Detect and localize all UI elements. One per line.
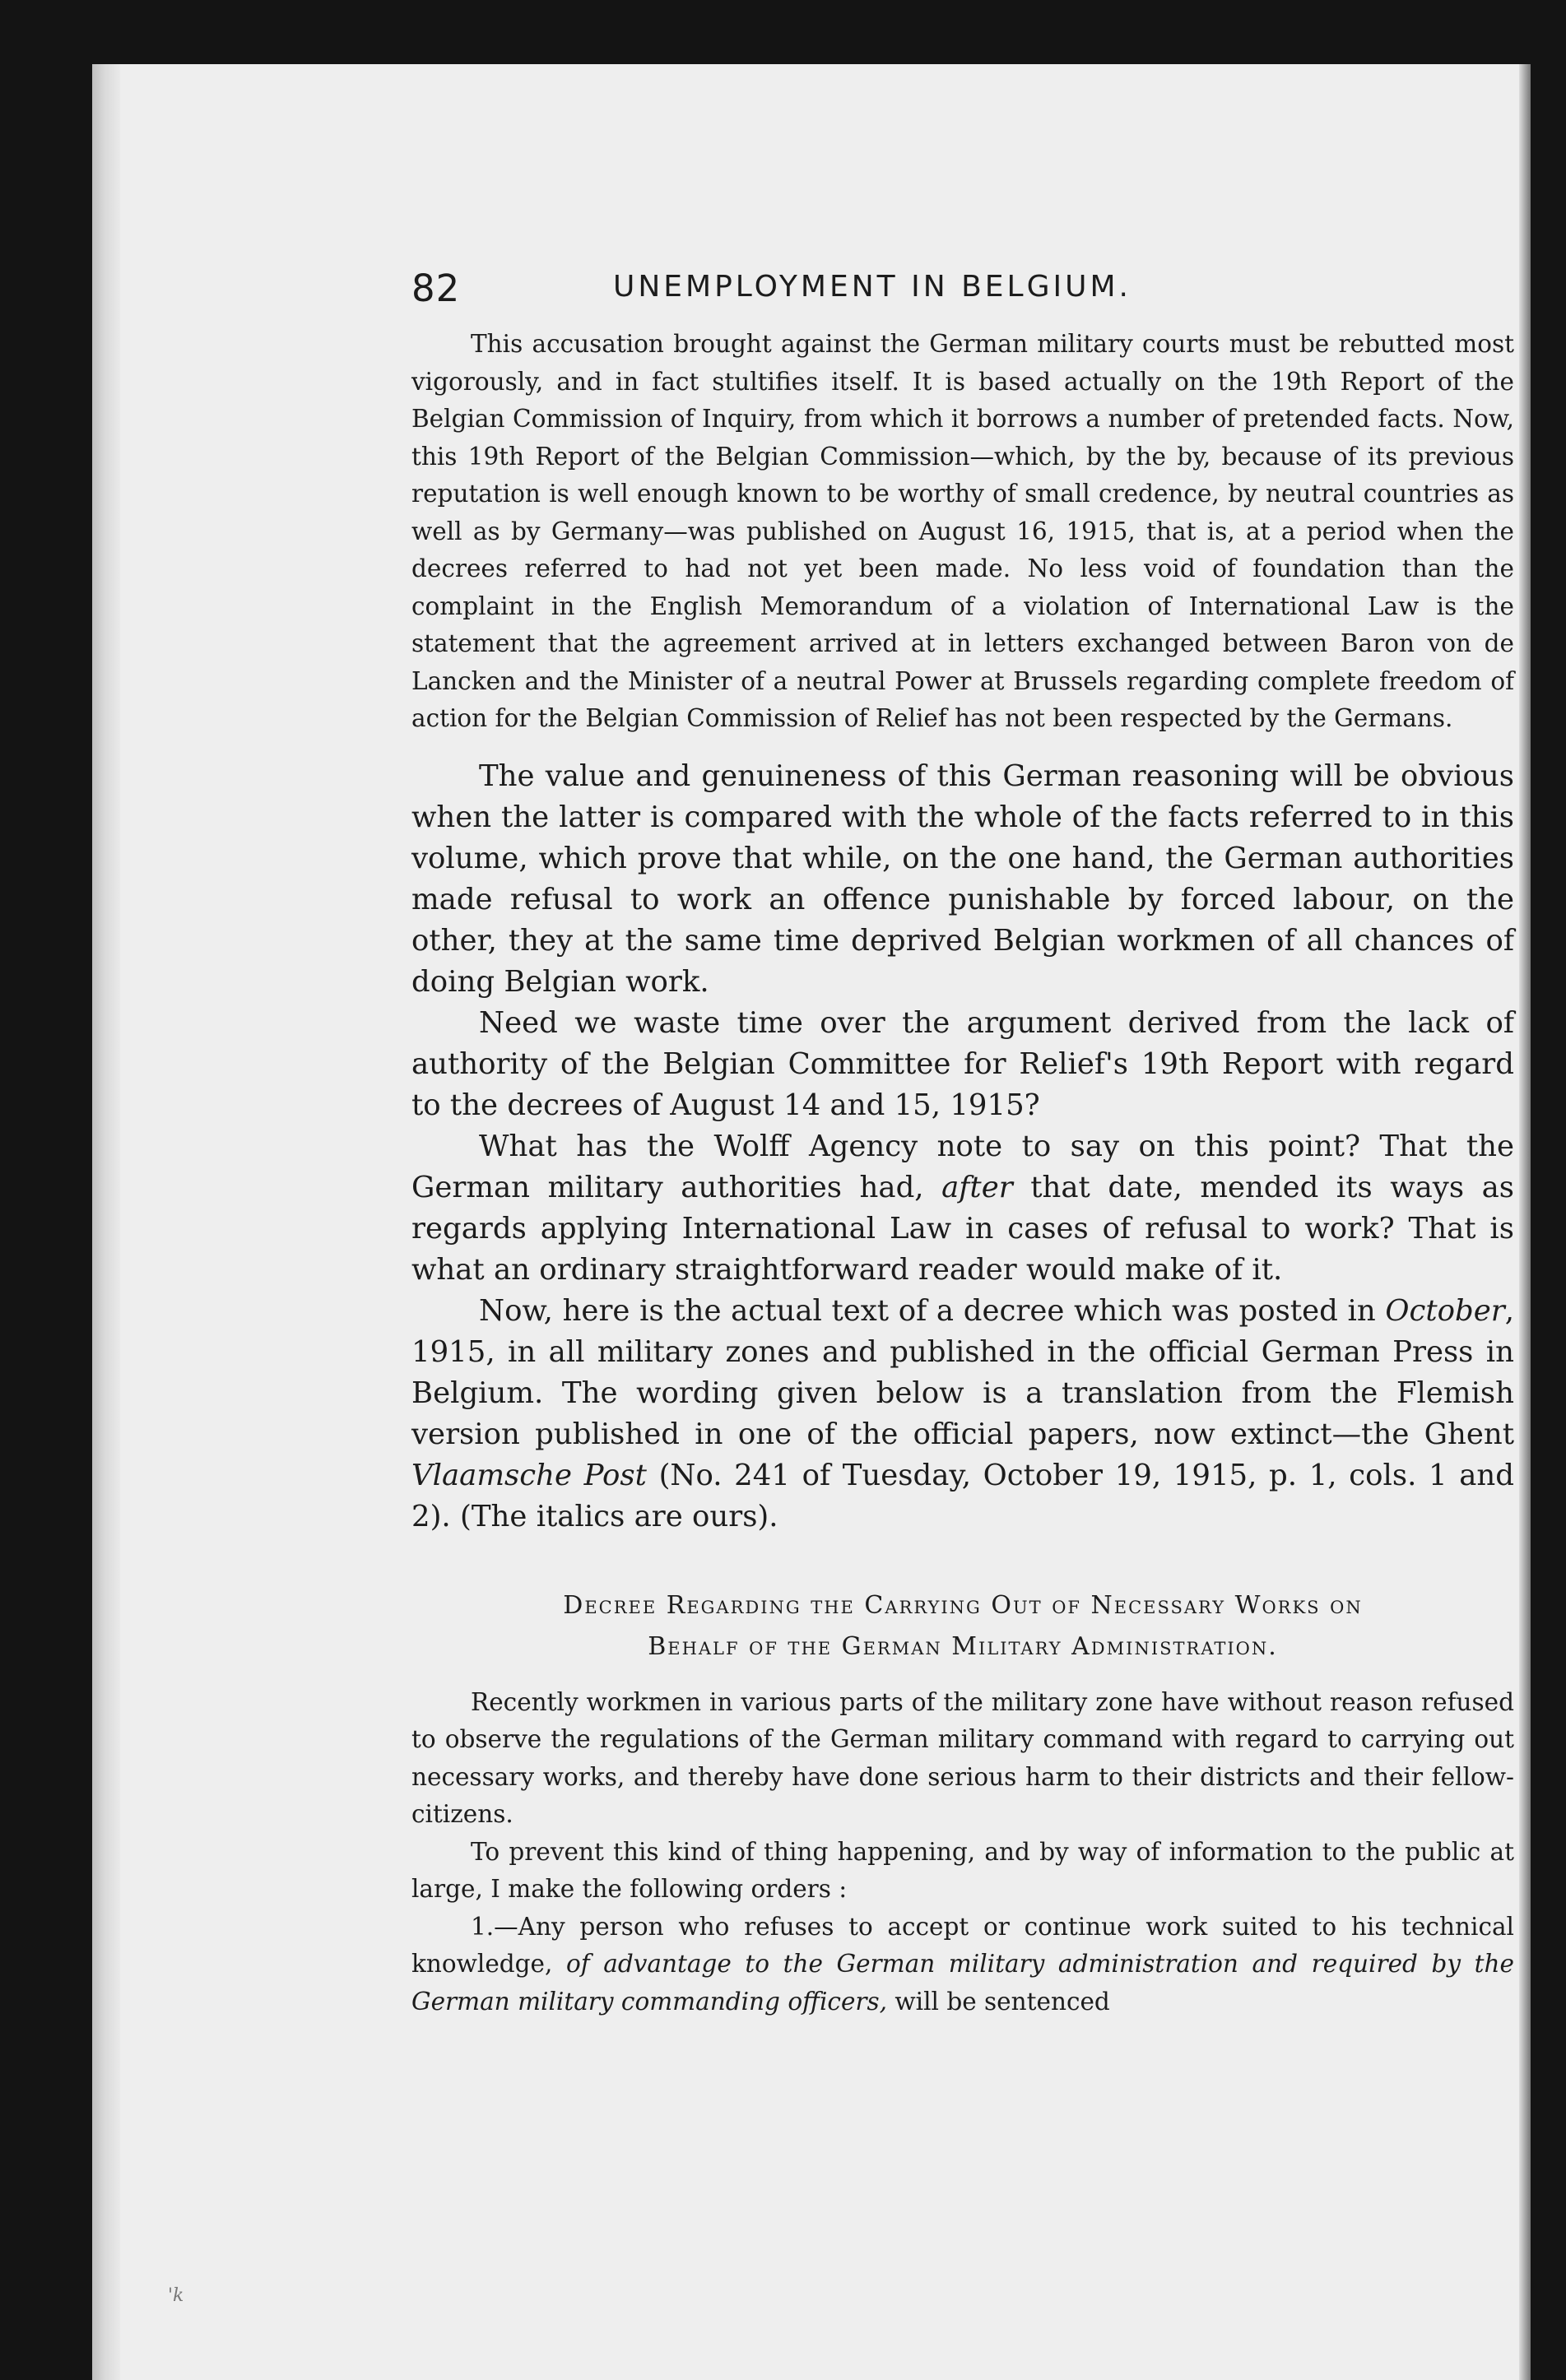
book-page — [92, 64, 1531, 2380]
decree-item-1 — [411, 1909, 1514, 2021]
paragraph-wolff-agency — [411, 1126, 1514, 1291]
decree-heading — [411, 1585, 1514, 1668]
text-block — [411, 260, 1514, 2020]
now-italic-vlaamsche-post: Vlaamsche Post — [411, 1458, 647, 1492]
wolff-text-2: that date, mended its ways as regards applying International Law in cases of refusal to work? That is what an ordinary straightforward reader would make of it. — [411, 1170, 1514, 1287]
decree-body — [411, 1684, 1514, 2021]
decree-paragraph-1: Recently workmen in various parts of the military zone have without reason refused to observe the regulations of the German military command with regard to carrying out necessary works, and thereby have done serious harm to their districts and their fellow-citizens. — [411, 1687, 1514, 1828]
running-head-title: UNEMPLOYMENT IN BELGIUM. — [613, 270, 1132, 304]
decree-heading-line-2: Behalf of the German Military Administration. — [648, 1631, 1278, 1661]
now-text-3: (No. 241 of Tuesday, October 19, 1915, p. 1, cols. 1 and 2). (The italics are ours). — [411, 1458, 1514, 1533]
paragraph-decree-intro — [411, 1291, 1514, 1538]
decree-paragraph-2: To prevent this kind of thing happening, and by way of information to the public at large, I make the following orders : — [411, 1837, 1514, 1903]
accusation-section — [411, 326, 1514, 738]
now-text-2: , 1915, in all military zones and published in the official German Press in Belgium. The wording given below is a translation from the Flemish version published in one of the official papers, now extinct—the Ghent — [411, 1293, 1514, 1451]
main-argument-section — [411, 756, 1514, 1538]
page-number: 82 — [411, 267, 461, 310]
decree-heading-line-1: Decree Regarding the Carrying Out of Necessary Works on — [563, 1590, 1363, 1620]
wolff-text-1: What has the Wolff Agency note to say on this point? That the German military authorities had, — [411, 1129, 1514, 1204]
paragraph-value-genuineness: The value and genuineness of this German reasoning will be obvious when the latter is compared with the whole of the facts referred to in this volume, which prove that while, on the one hand, the German authorities made refusal to work an offence punishable by forced labour, on the other, they at the same time deprived Belgian workmen of all chances of doing Belgian work. — [411, 759, 1514, 999]
decree-item-1-text-1: 1.—Any person who refuses to accept or continue work suited to his technical knowledge, — [411, 1912, 1514, 1978]
decree-item-1-italic: of advantage to the German military administration and required by the German military commanding officers, — [411, 1950, 1514, 2016]
now-italic-october: October — [1385, 1293, 1505, 1328]
decree-item-1-text-2: will be sentenced — [887, 1987, 1110, 2016]
now-text-1: Now, here is the actual text of a decree which was posted in — [479, 1293, 1386, 1328]
paragraph-need-we-waste: Need we waste time over the argument derived from the lack of authority of the Belgian Committee for Relief's 19th Report with regard to the decrees of August 14 and 15, 1915? — [411, 1005, 1514, 1122]
running-head — [411, 260, 1514, 326]
paragraph-accusation: This accusation brought against the German military courts must be rebutted most vigorously, and in fact stultifies itself. It is based actually on the 19th Report of the Belgian Commission of Inquiry, from which it borrows a number of pretended facts. Now, this 19th Report of the Belgian Commission—which, by the by, because of its previous reputation is well enough known to be worthy of small credence, by neutral countries as well as by Germany—was published on August 16, 1915, that is, at a period when the decrees referred to had not yet been made. No less void of foundation than the complaint in the English Memorandum of a violation of International Law is the statement that the agreement arrived at in letters exchanged between Baron von de Lancken and the Minister of a neutral Power at Brussels regarding complete freedom of action for the Belgian Commission of Relief has not been respected by the Germans. — [411, 330, 1514, 732]
wolff-italic-after: after — [941, 1170, 1013, 1204]
margin-mark: 'k — [168, 2285, 184, 2306]
